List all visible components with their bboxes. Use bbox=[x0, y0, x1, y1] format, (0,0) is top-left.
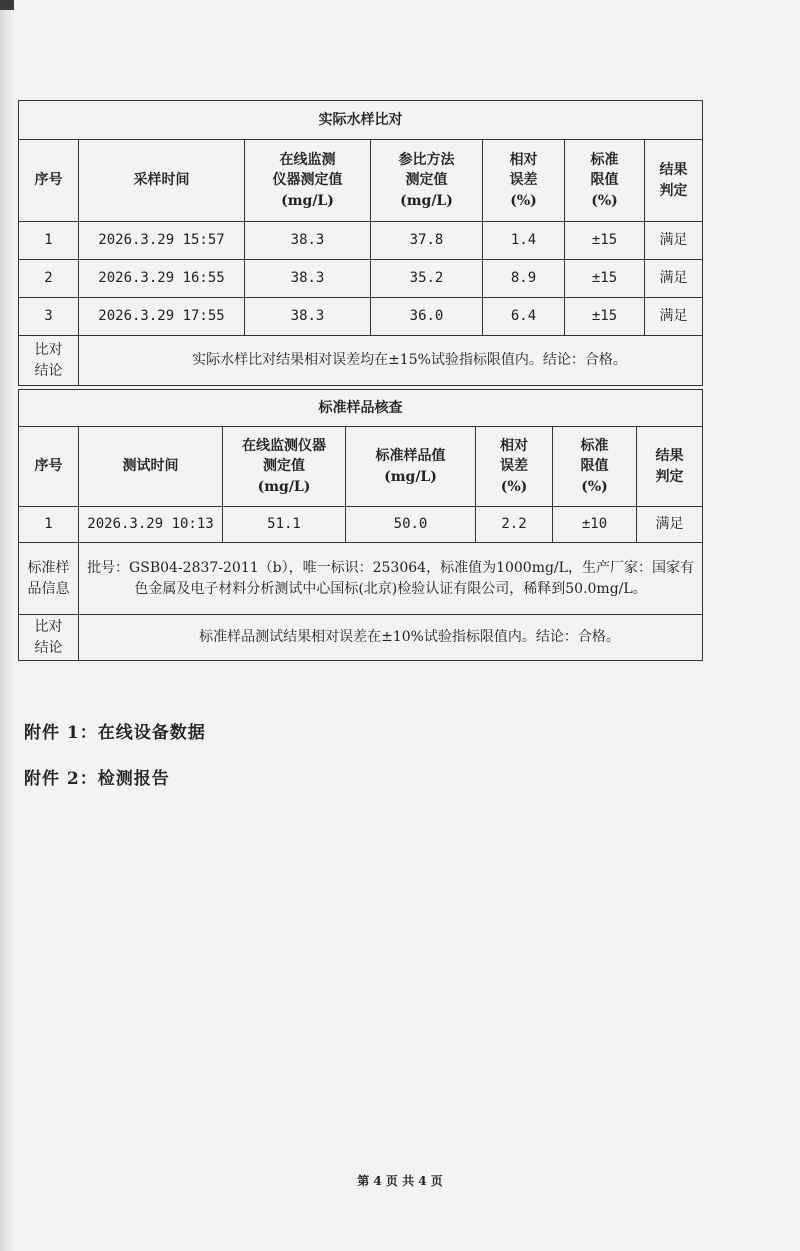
standard-sample-check-table bbox=[18, 389, 703, 661]
attachment-2: 附件 2：检测报告 bbox=[24, 769, 170, 789]
cell-index: 2 bbox=[19, 260, 79, 298]
cell-online-value: 38.3 bbox=[245, 260, 371, 298]
cell-index: 1 bbox=[19, 222, 79, 260]
table-row bbox=[19, 507, 703, 543]
corner-mark bbox=[0, 0, 14, 10]
table-row bbox=[19, 298, 703, 336]
cell-limit: ±15 bbox=[565, 298, 645, 336]
cell-time: 2026.3.29 16:55 bbox=[79, 260, 245, 298]
sample-info-text: 批号：GSB04-2837-2011（b），唯一标识：253064，标准值为1000mg/L，生产厂家：国家有色金属及电子材料分析测试中心国标(北京)检验认证有限公司，稀释到50.0mg/L。 bbox=[79, 543, 703, 615]
header-standard-limit: 标准 限值 (%) bbox=[553, 427, 637, 507]
header-sample-time: 采样时间 bbox=[79, 140, 245, 222]
header-standard-value: 标准样品值 (mg/L) bbox=[346, 427, 476, 507]
cell-relative-error: 1.4 bbox=[483, 222, 565, 260]
cell-time: 2026.3.29 17:55 bbox=[79, 298, 245, 336]
cell-index: 1 bbox=[19, 507, 79, 543]
cell-standard-value: 50.0 bbox=[346, 507, 476, 543]
cell-relative-error: 2.2 bbox=[476, 507, 553, 543]
cell-online-value: 38.3 bbox=[245, 222, 371, 260]
cell-relative-error: 6.4 bbox=[483, 298, 565, 336]
cell-result: 满足 bbox=[645, 260, 703, 298]
header-index: 序号 bbox=[19, 140, 79, 222]
cell-result: 满足 bbox=[637, 507, 703, 543]
cell-time: 2026.3.29 10:13 bbox=[79, 507, 223, 543]
cell-reference-value: 37.8 bbox=[371, 222, 483, 260]
cell-relative-error: 8.9 bbox=[483, 260, 565, 298]
cell-result: 满足 bbox=[645, 222, 703, 260]
cell-online-value: 51.1 bbox=[223, 507, 346, 543]
page-edge-shadow bbox=[0, 0, 14, 1251]
header-relative-error: 相对 误差 (%) bbox=[483, 140, 565, 222]
cell-result: 满足 bbox=[645, 298, 703, 336]
water-sample-comparison-table bbox=[18, 100, 703, 386]
section-title: 标准样品核查 bbox=[19, 390, 703, 427]
conclusion-text: 标准样品测试结果相对误差在±10%试验指标限值内。结论：合格。 bbox=[79, 615, 703, 661]
header-index: 序号 bbox=[19, 427, 79, 507]
cell-limit: ±15 bbox=[565, 260, 645, 298]
cell-reference-value: 35.2 bbox=[371, 260, 483, 298]
cell-reference-value: 36.0 bbox=[371, 298, 483, 336]
header-test-time: 测试时间 bbox=[79, 427, 223, 507]
cell-limit: ±15 bbox=[565, 222, 645, 260]
header-standard-limit: 标准 限值 (%) bbox=[565, 140, 645, 222]
header-result: 结果 判定 bbox=[637, 427, 703, 507]
cell-online-value: 38.3 bbox=[245, 298, 371, 336]
section-title: 实际水样比对 bbox=[19, 101, 703, 140]
cell-time: 2026.3.29 15:57 bbox=[79, 222, 245, 260]
conclusion-label: 比对 结论 bbox=[19, 336, 79, 386]
conclusion-label: 比对 结论 bbox=[19, 615, 79, 661]
header-result: 结果 判定 bbox=[645, 140, 703, 222]
sample-info-label: 标准样 品信息 bbox=[19, 543, 79, 615]
cell-index: 3 bbox=[19, 298, 79, 336]
cell-limit: ±10 bbox=[553, 507, 637, 543]
page-number-footer: 第 4 页 共 4 页 bbox=[357, 1174, 443, 1188]
attachment-1: 附件 1：在线设备数据 bbox=[24, 723, 206, 743]
table-row bbox=[19, 260, 703, 298]
header-online-value: 在线监测仪器 测定值 (mg/L) bbox=[223, 427, 346, 507]
conclusion-text: 实际水样比对结果相对误差均在±15%试验指标限值内。结论：合格。 bbox=[79, 336, 703, 386]
header-reference-value: 参比方法 测定值 (mg/L) bbox=[371, 140, 483, 222]
header-online-value: 在线监测 仪器测定值 (mg/L) bbox=[245, 140, 371, 222]
header-relative-error: 相对 误差 (%) bbox=[476, 427, 553, 507]
table-row bbox=[19, 222, 703, 260]
